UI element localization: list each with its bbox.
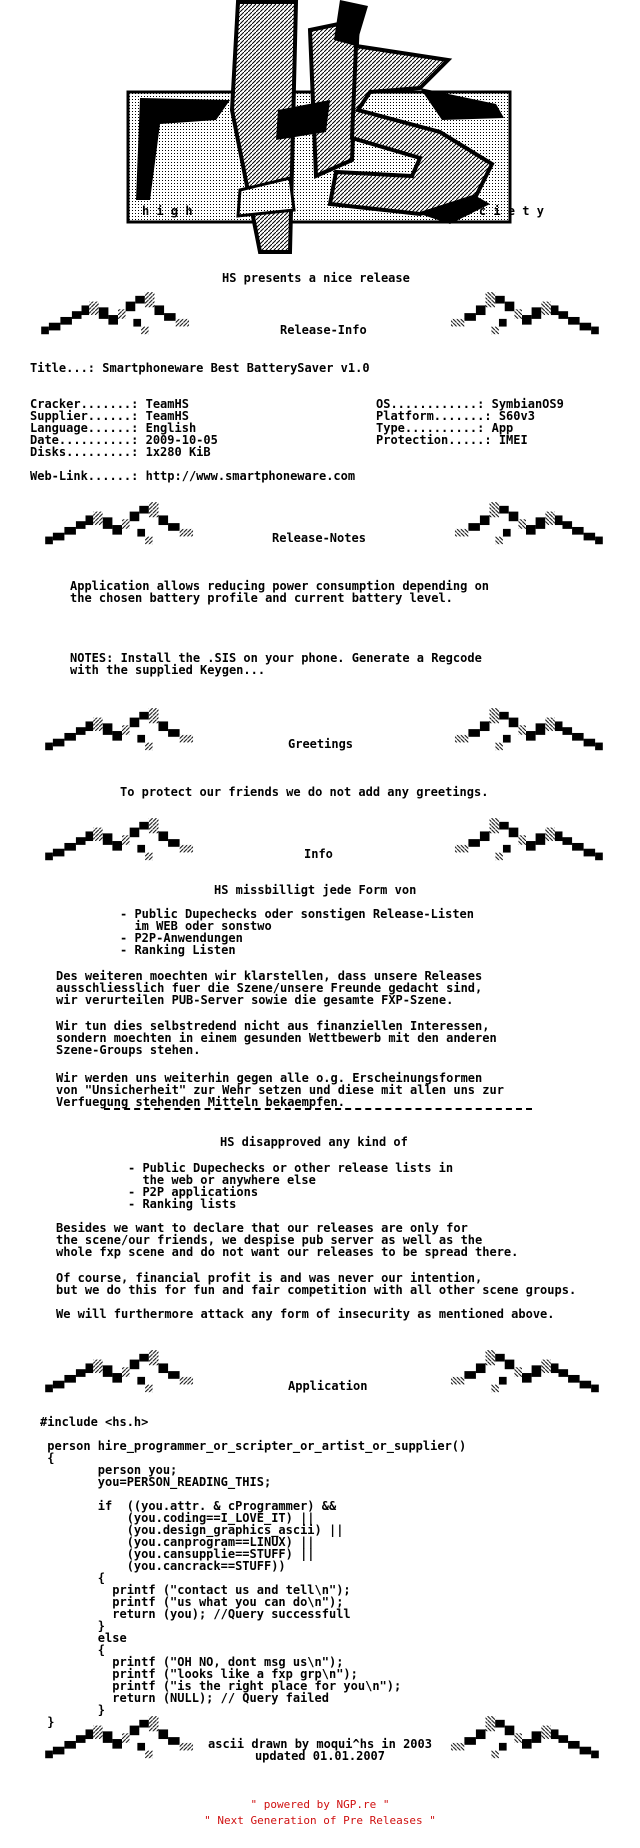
swirl-left-ornament — [44, 502, 200, 550]
section-header-info: Info — [304, 847, 333, 861]
logo-right-word: s o c i e t y — [450, 204, 544, 218]
info-en-heading: HS disapproved any kind of — [220, 1135, 408, 1149]
swirl-left-ornament — [40, 292, 196, 340]
logo-left-word: h i g h — [142, 204, 193, 218]
swirl-right-ornament — [444, 1716, 600, 1764]
info-de-heading: HS missbilligt jede Form von — [214, 883, 417, 897]
info-de-para1: Des weiteren moechten wir klarstellen, dass unsere Releases ausschliesslich fuer die Szene/unsere Freunde gedacht sind, wir verurteilen PUB-Server sowie die gesamte FXP-Szene. — [56, 969, 483, 1007]
swirl-right-ornament — [448, 502, 604, 550]
release-right-fields: OS............: SymbianOS9 Platform.......: S60v3 Type..........: App Protection.....: IMEI — [376, 397, 564, 447]
swirl-left-ornament — [44, 708, 200, 756]
swirl-right-ornament — [448, 818, 604, 866]
swirl-right-ornament — [448, 708, 604, 756]
info-en-list: - Public Dupechecks or other release lists in the web or anywhere else - P2P applications - Ranking lists — [128, 1161, 454, 1211]
info-en-para2: Of course, financial profit is and was never our intention, but we do this for fun and fair competition with all other scene groups. — [56, 1271, 577, 1297]
info-de-list: - Public Dupechecks oder sonstigen Release-Listen im WEB oder sonstwo - P2P-Anwendungen - Ranking Listen — [120, 907, 475, 957]
section-header-release-notes: Release-Notes — [272, 531, 366, 545]
credits: ascii drawn by moqui^hs in 2003 updated 01.01.2007 — [208, 1737, 432, 1763]
notes-description: Application allows reducing power consumption depending on the chosen battery profile and current battery level. — [70, 579, 490, 605]
code-block: #include <hs.h> person hire_programmer_or_scripter_or_artist_or_supplier() { person you; you=PERSON_READING_THIS; if ((you.attr. & cProgrammer) && (you.coding==I_LOVE_IT) || (you.design_graphics_ascii) || (you.canprogram==LINUX) || (you.cansupplie==STUFF) || (you.cancrack==STUFF)) { printf ("contact us and tell\n"); printf ("us what you can do\n"); return (you); //Query successfull } else { printf ("OH NO, dont msg us\n"); printf ("looks like a fxp grp\n"); printf ("is the right place for you\n"); return (NULL); // Query failed } } — [40, 1415, 467, 1729]
greetings-text: To protect our friends we do not add any greetings. — [120, 785, 489, 799]
swirl-right-ornament — [444, 1350, 600, 1398]
release-weblink: Web-Link......: http://www.smartphoneware.com — [30, 469, 356, 483]
hs-logo — [120, 0, 544, 268]
footer-next-gen: " Next Generation of Pre Releases " — [204, 1814, 436, 1827]
swirl-left-ornament — [44, 1350, 200, 1398]
section-header-greetings: Greetings — [288, 737, 354, 751]
release-left-fields: Cracker.......: TeamHS Supplier......: TeamHS Language......: English Date..........: 2009-10-05 Disks.........: 1x280 KiB — [30, 397, 218, 459]
info-en-para1: Besides we want to declare that our releases are only for the scene/our friends, we despise pub server as well as the whole fxp scene and do not want our releases to be spread there. — [56, 1221, 519, 1259]
info-de-para2: Wir tun dies selbstredend nicht aus finanziellen Interessen, sondern moechten in einem gesunden Wettbewerb mit den anderen Szene-Groups stehen. — [56, 1019, 497, 1057]
info-en-para3: We will furthermore attack any form of insecurity as mentioned above. — [56, 1307, 555, 1321]
section-header-release-info: Release-Info — [280, 323, 367, 337]
section-header-application: Application — [288, 1379, 368, 1393]
notes-install: NOTES: Install the .SIS on your phone. Generate a Regcode with the supplied Keygen... — [70, 651, 482, 677]
release-title: Title...: Smartphoneware Best BatterySaver v1.0 — [30, 361, 370, 375]
swirl-left-ornament — [44, 818, 200, 866]
info-de-para3: Wir werden uns weiterhin gegen alle o.g. Erscheinungsformen von "Unsicherheit" zur Wehr setzen und diese mit allen uns zur Verfuegung stehenden Mitteln bekaempfen. — [56, 1071, 504, 1109]
footer-powered-by: " powered by NGP.re " — [250, 1798, 390, 1811]
divider — [104, 1108, 532, 1110]
swirl-right-ornament — [444, 292, 600, 340]
tagline: HS presents a nice release — [222, 271, 410, 285]
swirl-left-ornament — [44, 1716, 200, 1764]
